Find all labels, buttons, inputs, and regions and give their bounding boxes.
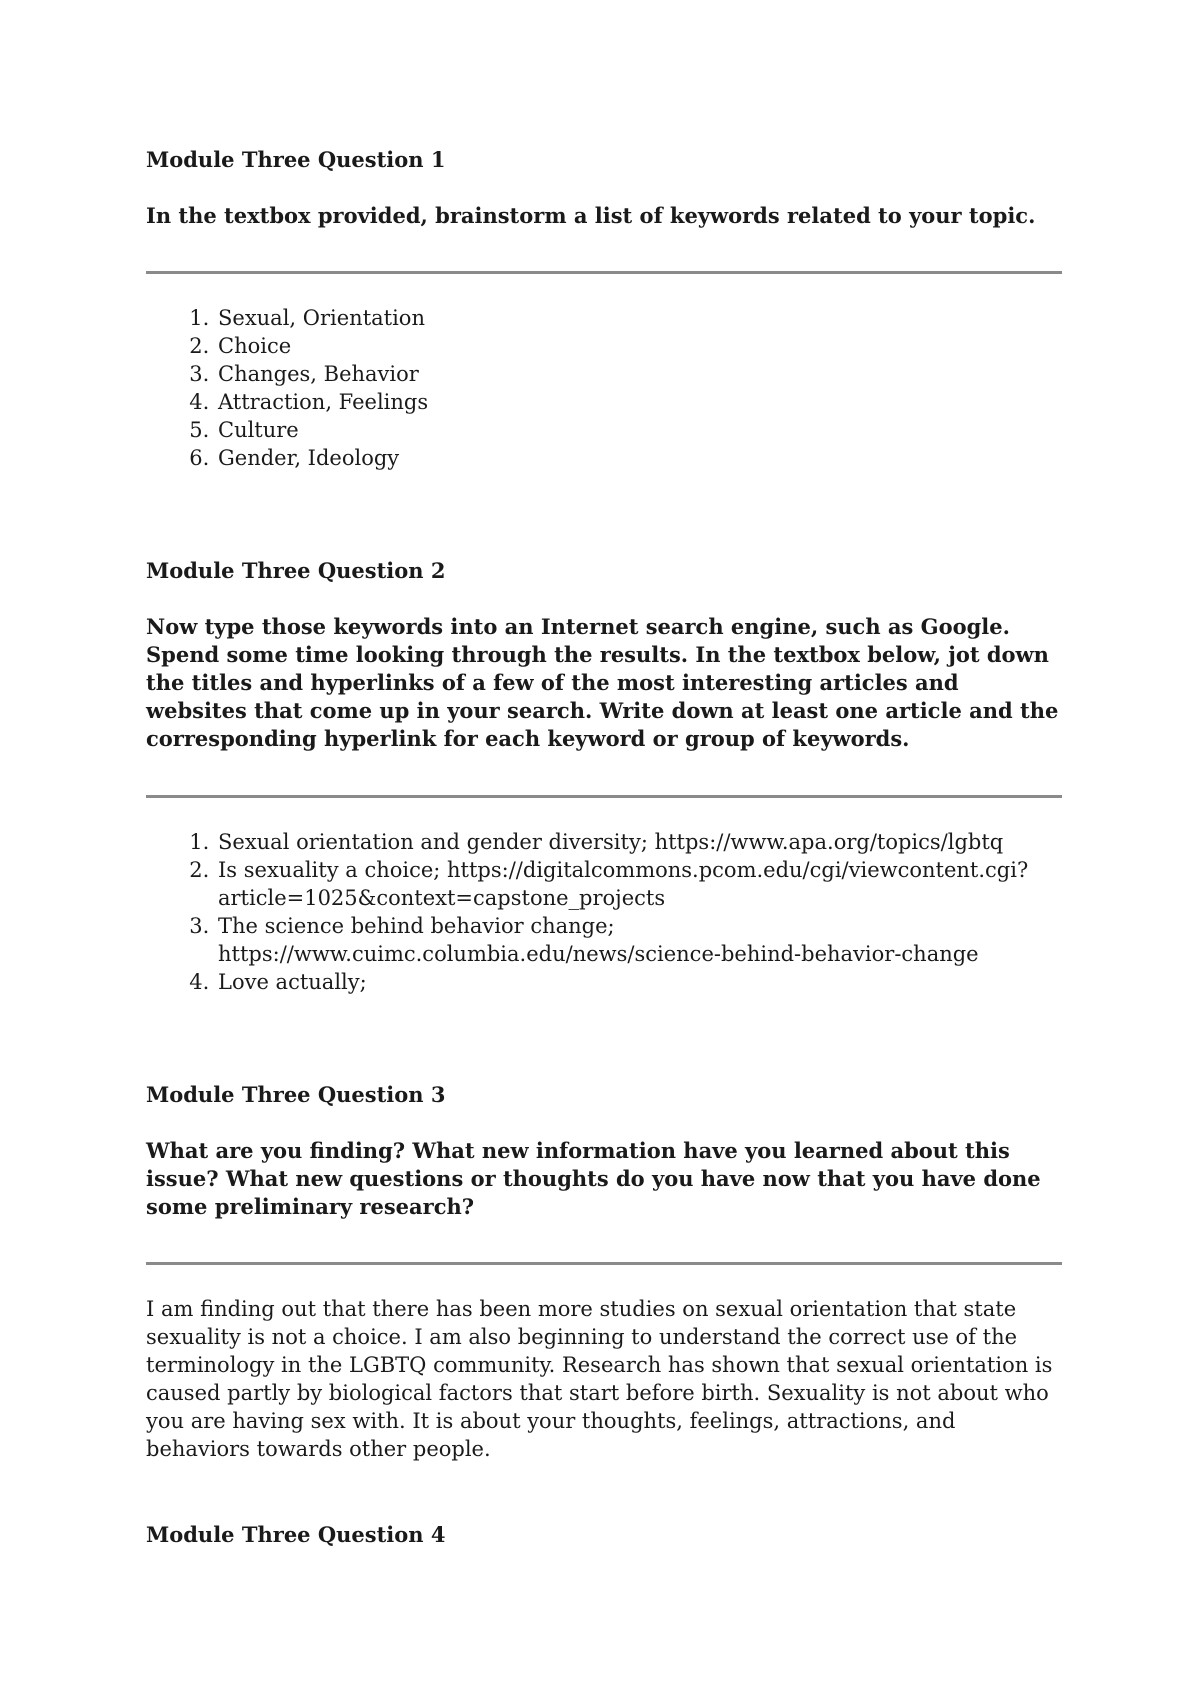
question-prompt: What are you finding? What new information have you learned about this issue? What new questions or thoughts do you have now that you have done some preliminary research? (146, 1138, 1041, 1219)
answer-divider (146, 271, 1062, 274)
divider-line (146, 1262, 1062, 1265)
question-4 (146, 1521, 1062, 1549)
answer-3[interactable] (146, 1295, 1062, 1463)
keyword-list (146, 304, 1062, 472)
question-2 (146, 557, 1062, 753)
list-item: 5. Culture (216, 416, 1062, 444)
list-item: 3. Changes, Behavior (216, 360, 1062, 388)
divider-line (146, 795, 1062, 798)
article-list (146, 828, 1062, 996)
question-title: Module Three Question 3 (146, 1082, 446, 1107)
question-title: Module Three Question 1 (146, 147, 446, 172)
list-item: 6. Gender, Ideology (216, 444, 1062, 472)
list-item: 4. Attraction, Feelings (216, 388, 1062, 416)
question-1 (146, 146, 1062, 230)
question-3 (146, 1081, 1062, 1221)
question-title: Module Three Question 2 (146, 558, 446, 583)
list-item: 4. Love actually; (216, 968, 1062, 996)
answer-divider (146, 795, 1062, 798)
list-item: 3. The science behind behavior change; https://www.cuimc.columbia.edu/news/science-behind-behavior-change (216, 912, 1062, 968)
answer-divider (146, 1262, 1062, 1265)
answer-paragraph: I am finding out that there has been more studies on sexual orientation that state sexuality is not a choice. I am also beginning to understand the correct use of the terminology in the LGBTQ community. Research has shown that sexual orientation is caused partly by biological factors that start before birth. Sexuality is not about who you are having sex with. It is about your thoughts, feelings, attractions, and behaviors towards other people. (146, 1297, 1053, 1461)
question-title: Module Three Question 4 (146, 1522, 446, 1547)
question-prompt: In the textbox provided, brainstorm a list of keywords related to your topic. (146, 203, 1036, 228)
list-item: 2. Choice (216, 332, 1062, 360)
divider-line (146, 271, 1062, 274)
answer-2[interactable] (146, 828, 1062, 996)
answer-1[interactable] (146, 304, 1062, 472)
list-item: 1. Sexual orientation and gender diversity; https://www.apa.org/topics/lgbtq (216, 828, 1062, 856)
list-item: 1. Sexual, Orientation (216, 304, 1062, 332)
question-prompt: Now type those keywords into an Internet search engine, such as Google. Spend some time looking through the results. In the textbox below, jot down the titles and hyperlinks of a few of the most interesting articles and websites that come up in your search. Write down at least one article and the corresponding hyperlink for each keyword or group of keywords. (146, 614, 1059, 751)
list-item: 2. Is sexuality a choice; https://digitalcommons.pcom.edu/cgi/viewcontent.cgi? article=1025&context=capstone_projects (216, 856, 1062, 912)
